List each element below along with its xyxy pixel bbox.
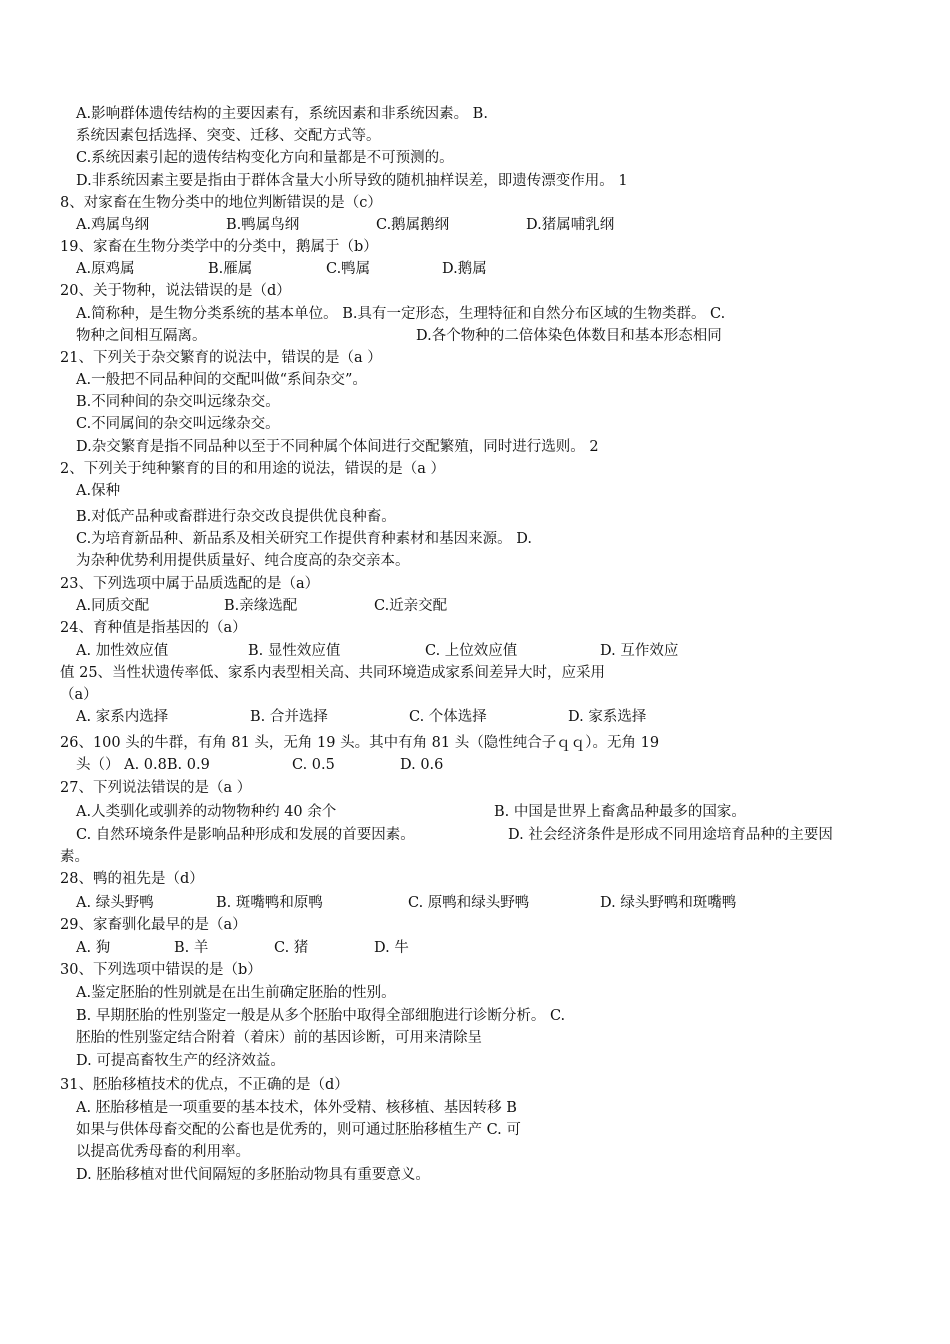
option: D.各个物种的二倍体染色体数目和基本形态相同: [416, 328, 722, 344]
text-line: D. 可提高畜牧生产的经济效益。: [76, 1053, 285, 1069]
text-line: A.鉴定胚胎的性别就是在出生前确定胚胎的性别。: [76, 985, 396, 1001]
text-line: 如果与供体母畜交配的公畜也是优秀的，则可通过胚胎移植生产 C. 可: [76, 1122, 521, 1138]
question-line: 23、下列选项中属于品质选配的是（a）: [60, 576, 320, 592]
options-row: [76, 755, 576, 775]
text-line: A.简称种，是生物分类系统的基本单位。 B.具有一定形态，生理特征和自然分布区域的生物类群。 C.: [76, 306, 726, 322]
option: C. 原鸭和绿头野鸭: [408, 895, 530, 911]
text-line: C.为培育新品种、新品系及相关研究工作提供育种素材和基因来源。 D.: [76, 531, 533, 547]
text-line: D.杂交繁育是指不同品种以至于不同种属个体间进行交配繁殖，同时进行选则。 2: [76, 439, 599, 455]
option: D. 绿头野鸭和斑嘴鸭: [600, 895, 737, 911]
text-line: A.影响群体遗传结构的主要因素有，系统因素和非系统因素。 B.: [76, 106, 488, 122]
text-line: B.对低产品种或畜群进行杂交改良提供优良种畜。: [76, 509, 396, 525]
options-row: [76, 707, 776, 727]
option: A. 加性效应值: [76, 643, 169, 659]
question-line: 27、下列说法错误的是（a ）: [60, 780, 252, 796]
text-line: 胚胎的性别鉴定结合附着（着床）前的基因诊断，可用来清除呈: [76, 1030, 482, 1046]
text-line: B.不同种间的杂交叫远缘杂交。: [76, 394, 280, 410]
question-line: 21、下列关于杂交繁育的说法中，错误的是（a ）: [60, 350, 382, 366]
question-line: 31、胚胎移植技术的优点，不正确的是（d）: [60, 1077, 349, 1093]
text-line: 系统因素包括选择、突变、迁移、交配方式等。: [76, 128, 381, 144]
text-line: B. 早期胚胎的性别鉴定一般是从多个胚胎中取得全部细胞进行诊断分析。 C.: [76, 1008, 566, 1024]
options-row: [76, 326, 876, 346]
option: D. 0.6: [400, 757, 444, 773]
option: C. 猪: [274, 940, 309, 956]
text-line: D. 胚胎移植对世代间隔短的多胚胎动物具有重要意义。: [76, 1167, 430, 1183]
text-line: A.保种: [76, 483, 121, 499]
option: B.鸭属鸟纲: [226, 217, 300, 233]
option: 头（） A. 0.8B. 0.9: [76, 757, 210, 773]
option: B. 斑嘴鸭和原鸭: [216, 895, 323, 911]
option: A.人类驯化或驯养的动物物种约 40 余个: [76, 804, 337, 820]
option: B. 中国是世界上畜禽品种最多的国家。: [494, 804, 746, 820]
question-line: 20、关于物种，说法错误的是（d）: [60, 283, 291, 299]
options-row: [76, 938, 476, 958]
question-line: 24、育种值是指基因的（a）: [60, 620, 247, 636]
option: C.近亲交配: [374, 598, 448, 614]
question-line: 19、家畜在生物分类学中的分类中，鹅属于（b）: [60, 239, 378, 255]
options-row: [76, 259, 676, 279]
options-row: [76, 641, 796, 661]
option: D. 互作效应: [600, 643, 679, 659]
option: A. 绿头野鸭: [76, 895, 154, 911]
text-line: C.不同属间的杂交叫远缘杂交。: [76, 416, 280, 432]
option: C.鸭属: [326, 261, 371, 277]
option: B.雁属: [208, 261, 253, 277]
option: C.鹅属鹅纲: [376, 217, 450, 233]
option: B. 合并选择: [250, 709, 328, 725]
option: B. 显性效应值: [248, 643, 341, 659]
text-line: 素。: [60, 849, 89, 865]
question-line: 28、鸭的祖先是（d）: [60, 871, 204, 887]
text-line: D.非系统因素主要是指由于群体含量大小所导致的随机抽样误差，即遗传漂变作用。 1: [76, 173, 628, 189]
option: D.猪属哺乳纲: [526, 217, 615, 233]
text-line: C.系统因素引起的遗传结构变化方向和量都是不可预测的。: [76, 150, 454, 166]
option: C. 个体选择: [409, 709, 487, 725]
question-line: 2、下列关于纯种繁育的目的和用途的说法，错误的是（a ）: [60, 461, 445, 477]
text-line: 为杂种优势利用提供质量好、纯合度高的杂交亲本。: [76, 553, 410, 569]
option: C. 0.5: [292, 757, 335, 773]
option: A. 狗: [76, 940, 111, 956]
option: D. 家系选择: [568, 709, 647, 725]
option: C. 自然环境条件是影响品种形成和发展的首要因素。: [76, 827, 415, 843]
options-row: [76, 825, 876, 845]
question-line: 值 25、当性状遗传率低、家系内表型相关高、共同环境造成家系间差异大时，应采用: [60, 665, 606, 681]
option: D. 社会经济条件是形成不同用途培育品种的主要因: [508, 827, 833, 843]
text-line: （a）: [60, 687, 98, 703]
options-row: [76, 596, 576, 616]
text-line: A. 胚胎移植是一项重要的基本技术，体外受精、核移植、基因转移 B: [76, 1100, 517, 1116]
options-row: [76, 802, 856, 822]
option: B. 羊: [174, 940, 209, 956]
option: 物种之间相互隔离。: [76, 328, 207, 344]
options-row: [76, 893, 796, 913]
option: C. 上位效应值: [425, 643, 518, 659]
option: D.鹅属: [442, 261, 487, 277]
text-line: A.一般把不同品种间的交配叫做“系间杂交”。: [76, 372, 367, 388]
option: D. 牛: [374, 940, 409, 956]
text-line: 以提高优秀母畜的利用率。: [76, 1144, 250, 1160]
option: A. 家系内选择: [76, 709, 169, 725]
option: A.同质交配: [76, 598, 150, 614]
question-line: 29、家畜驯化最早的是（a）: [60, 917, 247, 933]
option: B.亲缘选配: [224, 598, 298, 614]
question-line: 8、对家畜在生物分类中的地位判断错误的是（c）: [60, 195, 382, 211]
options-row: [76, 215, 776, 235]
question-line: 26、100 头的牛群，有角 81 头，无角 19 头。其中有角 81 头（隐性纯合子ｑｑ）。无角 19: [60, 735, 660, 751]
option: A.原鸡属: [76, 261, 135, 277]
question-line: 30、下列选项中错误的是（b）: [60, 962, 262, 978]
option: A.鸡属鸟纲: [76, 217, 150, 233]
